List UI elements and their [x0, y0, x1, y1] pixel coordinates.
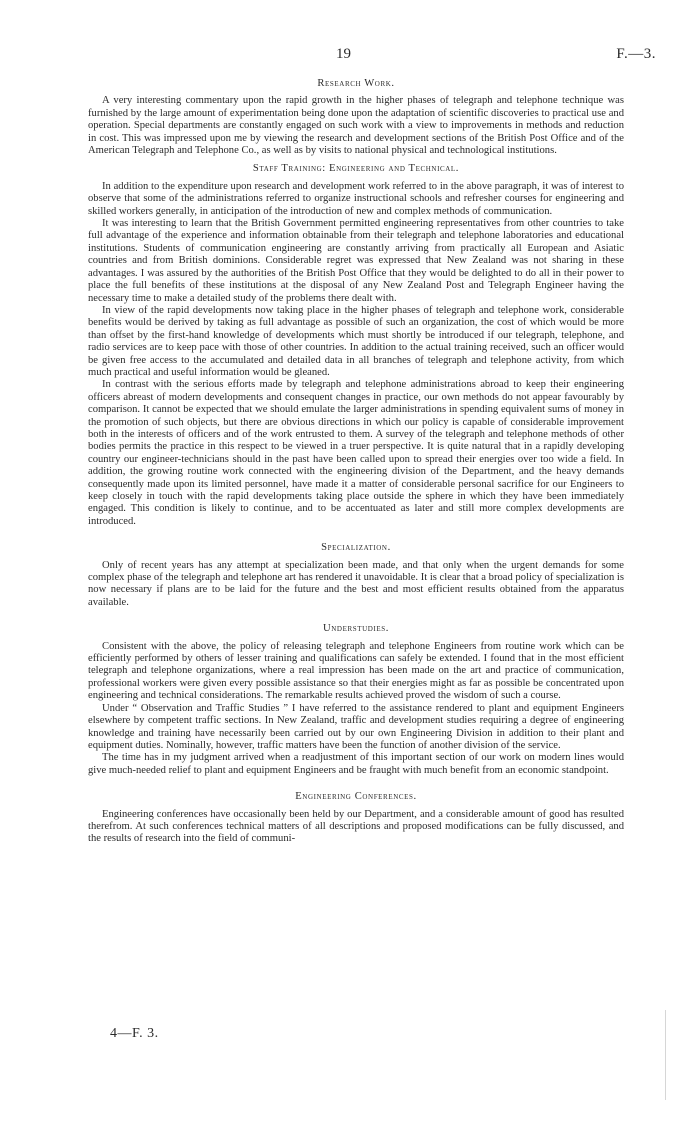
- scan-margin-line: [665, 1010, 666, 1100]
- document-body: [88, 78, 624, 846]
- paragraph: In addition to the expenditure upon research and development work referred to in the above paragraph, it was of interest to observe that some of the administrations referred to organize instructional schools and refresher courses for engineering and skilled workers generally, in anticipation of the introduction of new and complex methods of communication.: [88, 180, 624, 217]
- signature-mark: 4—F. 3.: [110, 1026, 159, 1041]
- section-heading-engineering-conferences: Engineering Conferences.: [295, 791, 417, 803]
- section-heading-specialization: Specialization.: [321, 542, 391, 554]
- paragraph: The time has in my judgment arrived when a readjustment of this important section of our work on modern lines would give much-needed relief to plant and equipment Engineers and be fraught with much benefit from an economic standpoint.: [88, 752, 624, 776]
- paragraph: In view of the rapid developments now taking place in the higher phases of telegraph and telephone work, considerable benefits would be derived by taking as full advantage as possible of such an organization, the cost of which would be more than offset by the first-hand knowledge of developments which must shortly be introduced if our telegraph, telephone, and radio services are to keep pace with those of other countries. In addition to the actual training received, such an officer would be given free access to the accumulated and detailed data in all branches of telegraph and telephone activity, from which much practical and useful information would be gleaned.: [88, 304, 624, 378]
- paragraph: Only of recent years has any attempt at specialization been made, and that only when the urgent demands for some complex phase of the telegraph and telephone art has rendered it unavoidable. It is clear that a broad policy of specialization is now necessary if plans are to be laid for the future and the best and most efficient results obtained from the apparatus available.: [88, 559, 624, 608]
- paragraph: Under “ Observation and Traffic Studies ” I have referred to the assistance rendered to plant and equipment Engineers elsewhere by competent traffic sections. In New Zealand, traffic and development studies requiring a degree of engineering knowledge and training have necessarily been carried out by our own Engineering Division in addition to their plant and equipment duties. Nominally, however, traffic matters have been the function of another division of the service.: [88, 702, 624, 751]
- paragraph: A very interesting commentary upon the rapid growth in the higher phases of telegraph and telephone technique was furnished by the large amount of experimentation being done upon the adaptation of scientific discoveries to practical use and operation. Special departments are constantly engaged on such work with a view to improvements in methods and reduction in cost. This was impressed upon me by viewing the research and development sections of the British Post Office and of the American Telegraph and Telephone Co., as well as by visits to national physical and technological institutions.: [88, 95, 624, 157]
- section-heading-understudies: Understudies.: [323, 623, 389, 635]
- paragraph: It was interesting to learn that the British Government permitted engineering representatives from other countries to take full advantage of the experience and information obtainable from their telegraph and telephone laboratories and educational institutions. Students of communication engineering are constantly arriving from practically all European and Asiatic countries and from British dominions. Considerable regret was expressed that New Zealand was not sharing in these advantages. I was assured by the authorities of the British Post Office that they would be delighted to do all in their power to place the full benefits of these institutions at the disposal of any New Zealand Post and Telegraph Engineer having the necessary time to make a detailed study of the problems there dealt with.: [88, 218, 624, 304]
- section-heading-staff-training: Staff Training: Engineering and Technical.: [252, 163, 460, 175]
- paragraph: Consistent with the above, the policy of releasing telegraph and telephone Engineers from routine work which can be efficiently performed by others of lesser training and qualifications can safely be extended. I found that in the most efficient telegraph and telephone organizations, where a real impression has been made on the art and practice of communication, professional workers were given every possible assistance so that their energies might as far as possible be concentrated upon engineering and technical considerations. The remarkable results achieved proved the wisdom of such a course.: [88, 640, 624, 702]
- page-number: 19: [336, 46, 351, 62]
- section-heading-research-work: Research Work.: [317, 78, 395, 89]
- paragraph: Engineering conferences have occasionally been held by our Department, and a considerable amount of good has resulted therefrom. At such conferences technical matters of all descriptions and proposed modifications can be fully discussed, and the results of research into the field of communi-: [88, 808, 624, 845]
- page-header: [0, 46, 700, 66]
- paragraph: In contrast with the serious efforts made by telegraph and telephone administrations abroad to keep their engineering officers abreast of modern developments and consequent changes in practice, our own methods do not appear favourably by comparison. It cannot be expected that we should emulate the larger administrations in spending equivalent sums of money in the promotion of such objects, but there are obvious directions in which our policy is capable of considerable improvement both in the interests of officers and of the work entrusted to them. A survey of the telegraph and telephone methods of other bodies permits the practice in this respect to be viewed in a truer perspective. It is quite natural that in a rapidly developing country our engineer-technicians should in the past have been called upon to spread their energies over too wide a field. In addition, the growing routine work connected with the engineering division of the Department, and the heavy demands consequently made upon its limited personnel, have made it a matter of considerable personal sacrifice for our Engineers to keep closely in touch with the rapid developments taking place outside the sphere in which they have been immediately engaged. This condition is likely to continue, and to be accentuated as later and still more complex developments are introduced.: [88, 379, 624, 527]
- document-reference: F.—3.: [616, 46, 656, 62]
